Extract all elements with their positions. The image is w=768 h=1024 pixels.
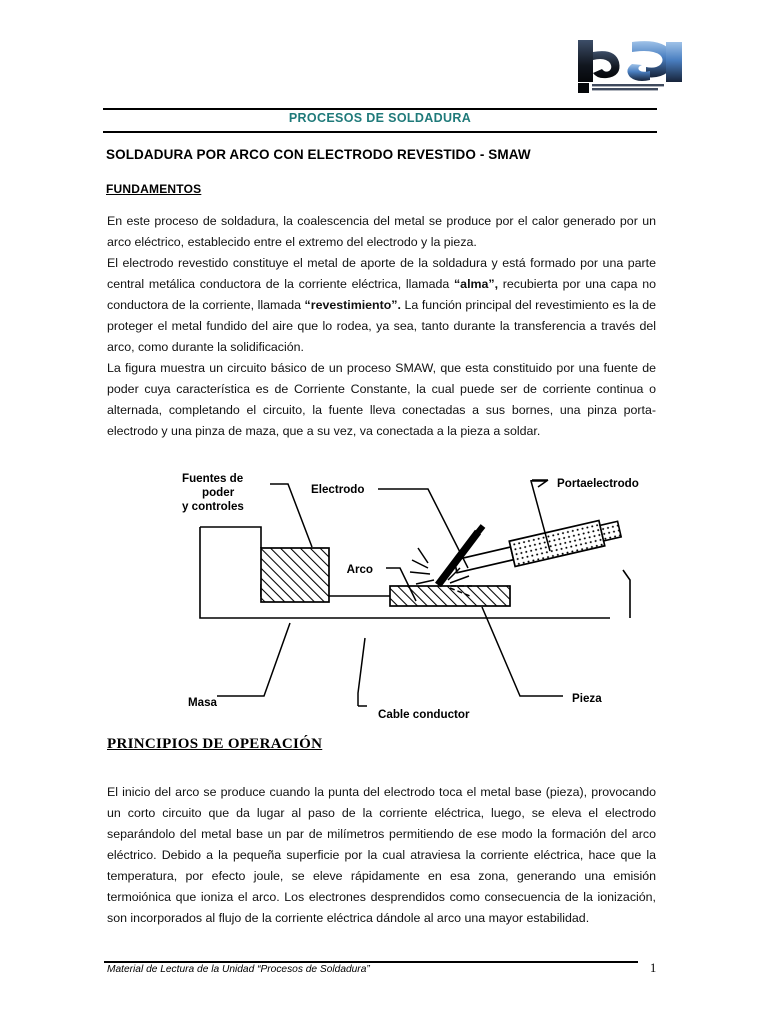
paragraph: La figura muestra un circuito básico de un proceso SMAW, que esta constituido por una fuente de poder cuya característica es de Corriente Constante, la cual puede ser de corriente continua o alternada, completando el circuito, la fuente lleva conectadas a sus bornes, una pinza porta-electrodo y una pinza de maza, que a su vez, va conectada a la pieza a soldar. <box>107 361 656 438</box>
paragraph-part: recubierta por una capa no conductora de la corriente, llamada <box>107 277 656 312</box>
logo-subtext <box>592 84 664 90</box>
label-arco: Arco <box>346 563 373 576</box>
smaw-diagram-svg <box>160 468 680 724</box>
label-fuentes-line1: Fuentes de <box>182 472 244 485</box>
label-masa: Masa <box>188 696 218 709</box>
paragraph-part: El electrodo revestido constituye el metal de aporte de la soldadura y está formado por una parte central metálica conductora de la corriente eléctrica, llamada <box>107 256 656 291</box>
label-fuentes-line3: y controles <box>182 500 244 513</box>
footer-rule <box>104 961 638 963</box>
header-rule-top <box>103 108 657 110</box>
page-number: 1 <box>650 961 657 975</box>
body-text-principios <box>107 782 656 929</box>
label-fuentes-line2: poder <box>202 486 235 499</box>
label-pieza: Pieza <box>572 692 602 705</box>
footer-text: Material de Lectura de la Unidad “Procesos de Soldadura” <box>107 964 370 975</box>
label-electrodo: Electrodo <box>311 483 365 496</box>
paragraph: El inicio del arco se produce cuando la punta del electrodo toca el metal base (pieza), provocando un corto circuito que da lugar al paso de la corriente eléctrica, luego, se eleva el electrodo separándolo del metal base un par de milímetros permitiendo de ese modo la formación del arco eléctrico. Debido a la pequeña superficie por la cual atraviesa la corriente eléctrica, hace que la temperatura, por efecto joule, se eleve rápidamente en esa zona, generando una emisión termoiónica que ioniza el arco. Los electrones desprendidos como consecuencia de la ionización, son incorporados al flujo de la corriente eléctrica dándole al arco una mayor estabilidad. <box>107 785 656 925</box>
section-heading-principios: PRINCIPIOS DE OPERACIÓN <box>107 736 323 752</box>
emphasis-alma: “alma”, <box>453 277 499 291</box>
isa-logo-graphic <box>574 34 690 96</box>
page-title: SOLDADURA POR ARCO CON ELECTRODO REVESTIDO - SMAW <box>106 147 531 162</box>
header-rule-bottom <box>103 131 657 133</box>
isa-logo <box>574 34 690 96</box>
page-header-title: PROCESOS DE SOLDADURA <box>288 111 472 125</box>
workpiece-plate <box>390 586 510 606</box>
body-text-fundamentos <box>107 211 656 442</box>
paragraph <box>107 253 656 358</box>
emphasis-revestimiento: “revestimiento”. <box>304 298 401 312</box>
paragraph-part: La función principal del revestimiento es la de proteger el metal fundido del aire que lo rodea, ya sea, tanto durante la transferencia a través del arco, como durante la solidificación. <box>107 298 656 354</box>
section-heading-fundamentos: FUNDAMENTOS <box>106 182 202 196</box>
power-source-box <box>261 548 329 602</box>
smaw-circuit-diagram <box>160 468 680 724</box>
paragraph: En este proceso de soldadura, la coalescencia del metal se produce por el calor generado por un arco eléctrico, establecido entre el extremo del electrodo y la pieza. <box>107 214 656 249</box>
holder-cable <box>623 570 630 618</box>
label-portaelectrodo: Portaelectrodo <box>557 477 639 490</box>
label-cable-conductor: Cable conductor <box>378 708 470 721</box>
